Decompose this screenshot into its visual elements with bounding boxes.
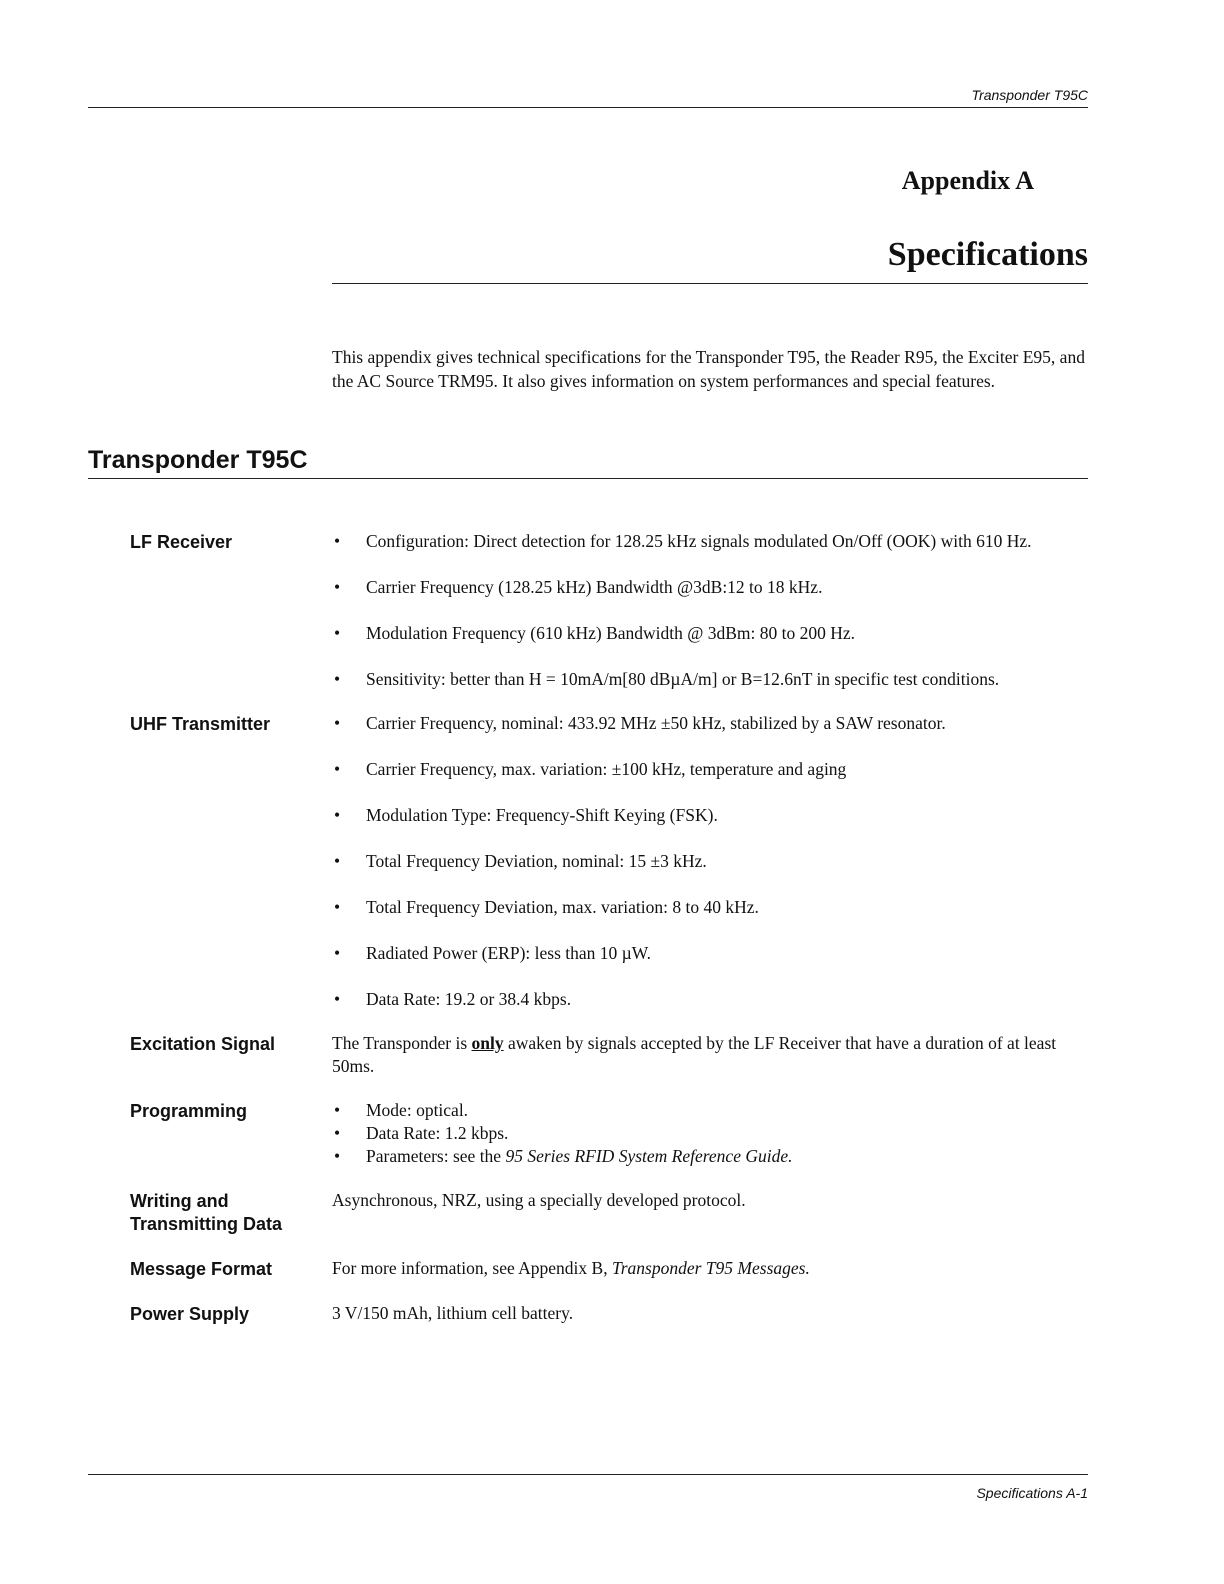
reference-title: Transponder T95 Messages. [611,1258,810,1278]
list-item-text: Carrier Frequency (128.25 kHz) Bandwidth @3dB:12 to 18 kHz. [366,577,823,597]
spec-label-line: Transmitting Data [130,1214,283,1234]
emphasis-text: only [471,1033,504,1053]
spec-label: Excitation Signal [130,1034,276,1054]
list-item-text: Total Frequency Deviation, nominal: 15 ±3 kHz. [366,851,707,871]
spec-label: Message Format [130,1259,273,1279]
list-item-text: Data Rate: 19.2 or 38.4 kbps. [366,989,572,1009]
chapter-title: Specifications [887,236,1088,273]
bullet-icon: • [334,1100,341,1120]
bullet-icon: • [334,1123,341,1143]
spec-body [332,1032,1100,1078]
appendix-label: Appendix A [901,166,1034,195]
list-item [332,804,1100,827]
body-text: For more information, see Appendix B, [332,1258,612,1278]
list-item [332,576,1100,599]
list-item-text: Carrier Frequency, nominal: 433.92 MHz ±50 kHz, stabilized by a SAW resonator. [366,713,946,733]
spec-row-programming [130,1099,1100,1168]
list-item-text: Data Rate: 1.2 kbps. [366,1123,509,1143]
spec-label [130,1189,332,1236]
spec-row-writing [130,1189,1100,1236]
list-item-text: Mode: optical. [366,1100,469,1120]
bullet-icon: • [334,759,341,779]
body-text: The Transponder is [332,1033,472,1053]
section-heading: Transponder T95C [88,446,308,474]
spec-row-uhf-transmitter [130,712,1100,1011]
spec-body: 3 V/150 mAh, lithium cell battery. [332,1303,574,1323]
spec-body: Asynchronous, NRZ, using a specially developed protocol. [332,1190,746,1210]
spec-table [130,530,1100,1326]
intro-paragraph: This appendix gives technical specifications for the Transponder T95, the Reader R95, the Exciter E95, and the AC Source TRM95. It also gives information on system performances and special features. [332,347,1085,391]
list-item [332,758,1100,781]
spec-row-excitation-signal [130,1032,1100,1078]
footer-rule [88,1474,1088,1475]
bullet-icon: • [334,623,341,643]
bullet-icon: • [334,577,341,597]
bullet-icon: • [334,531,341,551]
bullet-list [332,1099,1100,1168]
list-item [332,1122,1100,1145]
reference-title: 95 Series RFID System Reference Guide. [505,1146,793,1166]
bullet-icon: • [334,851,341,871]
bullet-icon: • [334,713,341,733]
running-header: Transponder T95C [971,87,1088,103]
spec-body [332,1257,1100,1280]
list-item [332,622,1100,645]
bullet-icon: • [334,669,341,689]
list-item-text: Modulation Frequency (610 kHz) Bandwidth @ 3dBm: 80 to 200 Hz. [366,623,856,643]
list-item [332,668,1100,691]
header-rule [88,107,1088,108]
spec-row-power-supply [130,1302,1100,1326]
list-item-text: Total Frequency Deviation, max. variation: 8 to 40 kHz. [366,897,759,917]
spec-label: Programming [130,1101,248,1121]
list-item-text: Modulation Type: Frequency-Shift Keying (FSK). [366,805,718,825]
bullet-icon: • [334,989,341,1009]
list-item [332,530,1100,553]
bullet-icon: • [334,805,341,825]
list-item [332,1099,1100,1122]
bullet-icon: • [334,943,341,963]
bullet-list [332,712,1100,1011]
spec-label: UHF Transmitter [130,714,271,734]
list-item-text: Parameters: see the [366,1146,506,1166]
spec-label: Power Supply [130,1304,250,1324]
spec-row-message-format [130,1257,1100,1281]
spec-body [332,712,1100,1011]
title-rule [332,283,1088,284]
list-item [332,896,1100,919]
list-item [332,712,1100,735]
list-item-text: Radiated Power (ERP): less than 10 µW. [366,943,652,963]
list-item-text: Sensitivity: better than H = 10mA/m[80 dBµA/m] or B=12.6nT in specific test conditions. [366,669,1000,689]
spec-body [332,1099,1100,1168]
list-item [332,1145,1100,1168]
section-rule [88,478,1088,479]
spec-label: LF Receiver [130,532,233,552]
list-item [332,850,1100,873]
body-text: awaken by signals accepted by the LF Receiver that have a duration of at least 50ms. [332,1033,1057,1076]
spec-row-lf-receiver [130,530,1100,691]
spec-body [332,530,1100,691]
bullet-list [332,530,1100,691]
page-footer: Specifications A-1 [976,1485,1088,1501]
bullet-icon: • [334,1146,341,1166]
list-item [332,988,1100,1011]
list-item [332,942,1100,965]
list-item-text: Configuration: Direct detection for 128.25 kHz signals modulated On/Off (OOK) with 610 Hz. [366,531,1032,551]
spec-label-line: Writing and [130,1191,229,1211]
bullet-icon: • [334,897,341,917]
list-item-text: Carrier Frequency, max. variation: ±100 kHz, temperature and aging [366,759,847,779]
